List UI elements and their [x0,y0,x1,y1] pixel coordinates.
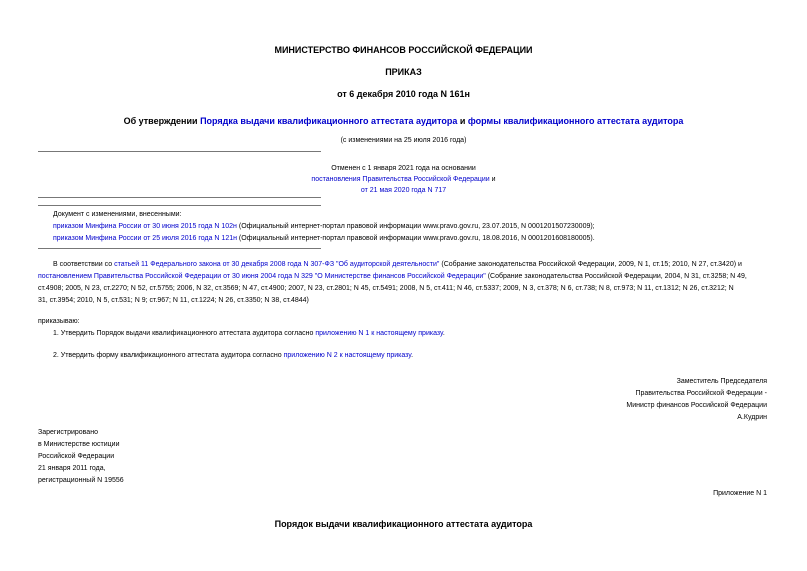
preamble-line: 31, ст.3954; 2010, N 5, ст.531; N 9; ст.967; N 11, ст.1224; N 26, ст.3350; N 38, ст.4844) [38,297,309,304]
point-text: 1. Утвердить Порядок выдачи квалификационного аттестата аудитора согласно [53,330,316,337]
doc-type-heading: ПРИКАЗ [385,67,422,77]
point-text: 2. Утвердить форму квалификационного аттестата аудитора согласно [53,352,284,359]
title-link-order[interactable]: Порядка выдачи квалификационного аттестата аудитора [200,116,458,126]
registration-line: Российской Федерации [38,453,115,460]
change-link[interactable]: приказом Минфина России от 25 июля 2016 года N 121н [53,235,237,242]
cancelled-line: Отменен с 1 января 2021 года на основании [331,165,476,172]
amendments-note: (с изменениями на 25 июля 2016 года) [340,137,467,144]
signature-line: Министр финансов Российской Федерации [626,402,767,409]
preamble-text: В соответствии со [53,261,115,268]
order-point [53,350,413,362]
doc-date: от 6 декабря 2010 года N 161н [337,89,470,99]
appendix-title: Порядок выдачи квалификационного аттестата аудитора [274,519,533,529]
resolution-link[interactable]: постановлением Правительства Российской Федерации от 30 июня 2004 года N 329 "О Министерстве финансов Российской Федерации" [38,273,486,280]
signature-line: А.Кудрин [737,414,767,421]
preamble-text: (Собрание законодательства Российской Федерации, 2009, N 1, ст.15; 2010, N 27, ст.3420) и [439,261,742,268]
change-source: (Официальный интернет-портал правовой информации www.pravo.gov.ru, 23.07.2015, N 0001201507230009); [236,223,595,230]
appendix-link[interactable]: приложению N 1 к настоящему приказу [315,330,443,337]
divider [38,151,321,152]
cancel-resolution-link[interactable]: постановления Правительства Российской Федерации [311,176,490,183]
point-end: . [411,352,414,359]
title-middle: и [457,116,468,126]
preamble-text: (Собрание законодательства Российской Федерации, 2004, N 31, ст.3258; N 49, [485,273,747,280]
ministry-heading: МИНИСТЕРСТВО ФИНАНСОВ РОССИЙСКОЙ ФЕДЕРАЦИИ [274,45,533,55]
appendix-link[interactable]: приложению N 2 к настоящему приказу [283,352,412,359]
signature-block [626,376,767,424]
change-item [53,233,595,245]
signature-line: Правительства Российской Федерации - [635,390,767,397]
changes-heading: Документ с изменениями, внесенными: [53,211,182,218]
preamble-line [38,271,747,283]
cancel-resolution-date-link[interactable]: от 21 мая 2020 года N 717 [360,187,447,194]
order-word: приказываю: [38,318,80,325]
divider [38,205,321,206]
preamble-line [53,259,742,271]
change-source: (Официальный интернет-портал правовой информации www.pravo.gov.ru, 18.08.2016, N 0001201608180005). [236,235,595,242]
document-title [0,116,807,126]
preamble-line: ст.4908; 2005, N 23, ст.2270; N 52, ст.5755; 2006, N 32, ст.3569; N 47, ст.4900; 2007, N 23, ст.2801; N 45, ст.5491; 2008, N 5, ст.411; N 46, ст.5337; 2009, N 3, ст.378; N 6, ст.738; N 8, ст.973; N 11, ст.1312; N 26, ст.3212; N [38,285,734,292]
registration-line: регистрационный N 19556 [38,477,124,484]
change-link[interactable]: приказом Минфина России от 30 июня 2015 года N 102н [53,223,237,230]
registration-line: 21 января 2011 года, [38,465,106,472]
title-prefix: Об утверждении [123,116,201,126]
appendix-label: Приложение N 1 [713,490,767,497]
title-link-form[interactable]: формы квалификационного аттестата аудитора [467,116,684,126]
divider [38,197,321,198]
registration-line: Зарегистрировано [38,429,98,436]
law-link[interactable]: статьей 11 Федерального закона от 30 декабря 2008 года N 307-ФЗ "Об аудиторской деятельности" [114,261,440,268]
cancelled-date-line [0,185,807,197]
change-item [53,221,595,233]
signature-line: Заместитель Председателя [676,378,767,385]
cancel-suffix: и [489,176,496,183]
registration-line: в Министерстве юстиции [38,441,120,448]
registration-block [38,427,124,487]
point-end: . [442,330,445,337]
divider [38,248,321,249]
order-point [53,328,445,340]
